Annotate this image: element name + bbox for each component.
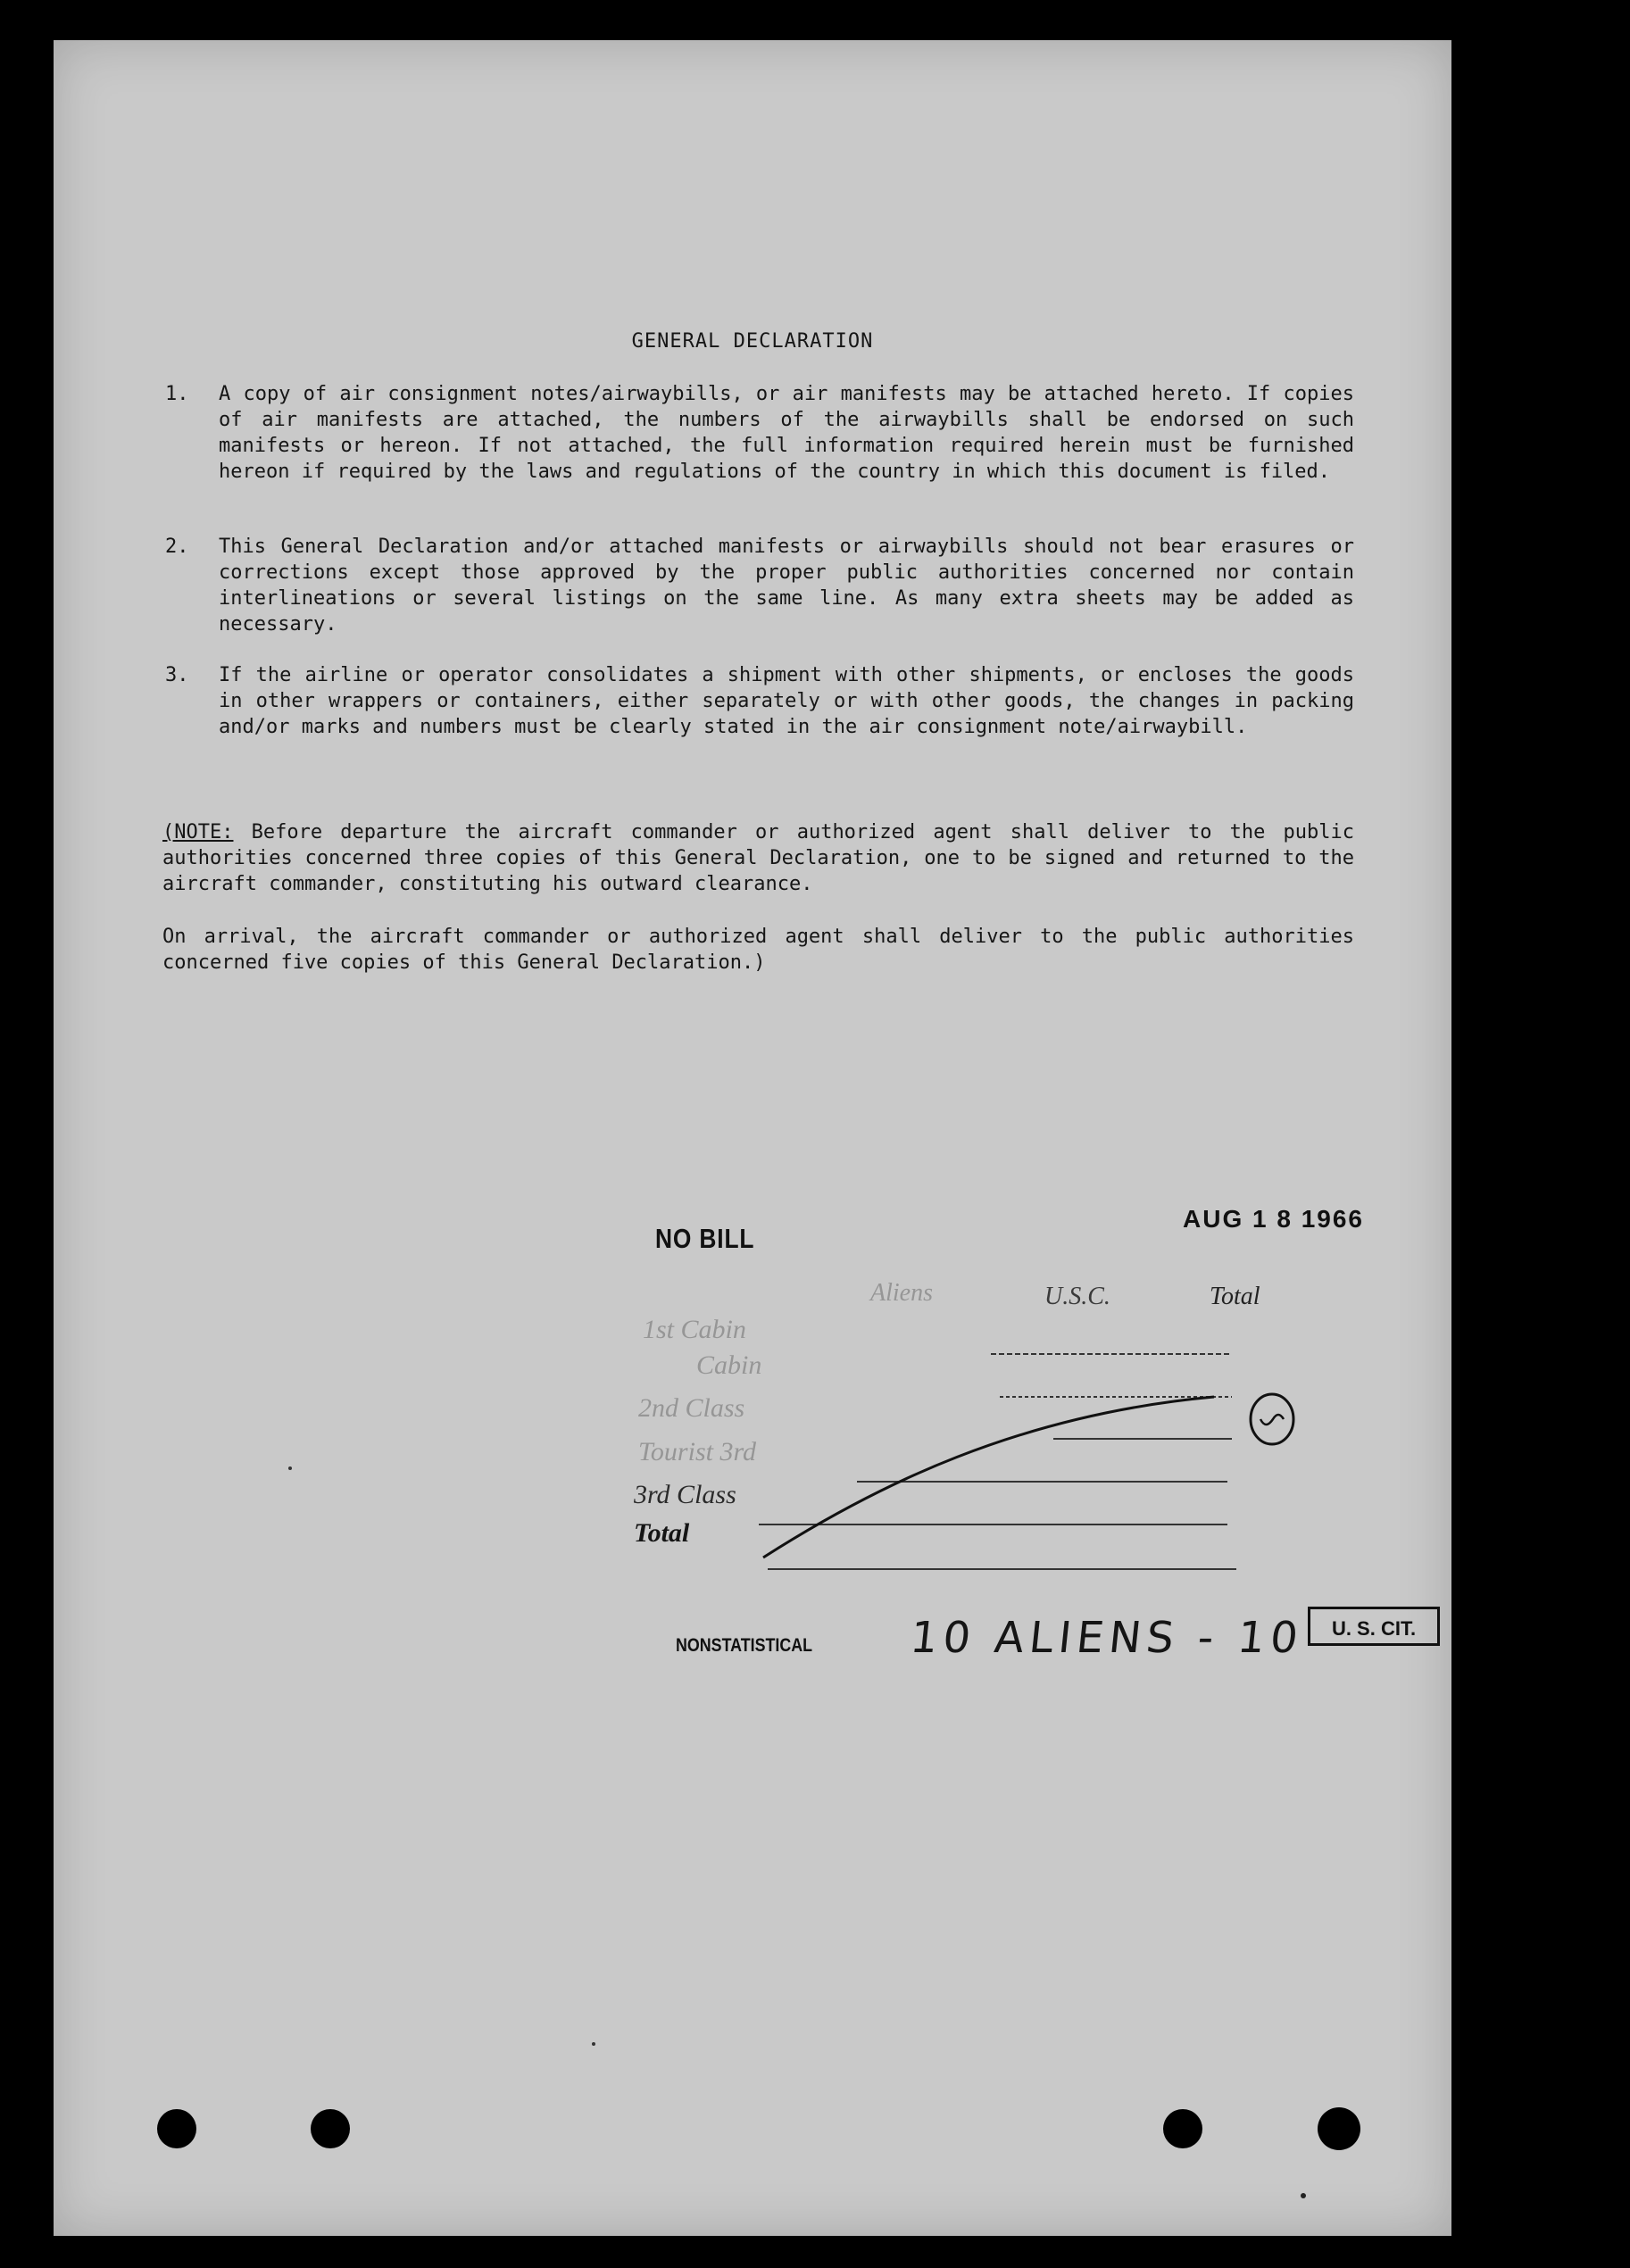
note-lead: (NOTE: bbox=[162, 821, 234, 843]
document-page bbox=[54, 40, 1451, 2236]
column-header-aliens: Aliens bbox=[870, 1279, 933, 1307]
document-title: GENERAL DECLARATION bbox=[631, 330, 874, 353]
column-header-total: Total bbox=[1210, 1283, 1260, 1310]
us-citizen-stamp-box: U. S. CIT. bbox=[1308, 1607, 1440, 1646]
date-stamp: AUG 1 8 1966 bbox=[1183, 1205, 1364, 1233]
row-label-2nd-class: 2nd Class bbox=[638, 1393, 745, 1423]
row-label-tourist-3rd: Tourist 3rd bbox=[638, 1437, 757, 1466]
column-header-usc: U.S.C. bbox=[1044, 1283, 1110, 1310]
paragraph-number: 3. bbox=[165, 664, 189, 686]
row-label-cabin: Cabin bbox=[696, 1350, 762, 1380]
row-label-1st-cabin: 1st Cabin bbox=[643, 1315, 746, 1344]
row-label-total: Total bbox=[634, 1518, 690, 1548]
paragraph-number: 2. bbox=[165, 536, 189, 558]
no-bill-stamp: NO BILL bbox=[655, 1223, 755, 1254]
paragraph-text: If the airline or operator consolidates a shipment with other shipments, or encloses the goods in other wrappers or containers, either separately or with other goods, the changes in packing and/or marks and numbers must be clearly stated in the air consignment note/airwaybill. bbox=[219, 664, 1354, 738]
arrival-paragraph: On arrival, the aircraft commander or authorized agent shall deliver to the public authorities concerned five copies of this General Declaration.) bbox=[162, 926, 1354, 974]
stamp-lines-and-marks bbox=[54, 40, 1451, 2236]
paragraph-text: A copy of air consignment notes/airwaybills, or air manifests may be attached hereto. If copies of air manifests are attached, the numbers of the airwaybills shall be endorsed on such manifests or hereon. If not attached, the full information required herein must be furnished hereon if required by the laws and regulations of the country in which this document is filed. bbox=[219, 383, 1354, 483]
paragraph-number: 1. bbox=[165, 383, 189, 405]
paragraph-text: This General Declaration and/or attached manifests or airwaybills should not bear erasures or corrections except those approved by the proper public authorities concerned nor contain interlineations or several listings on the same line. As many extra sheets may be added as necessary. bbox=[219, 536, 1354, 636]
note-text: Before departure the aircraft commander or authorized agent shall deliver to the public authorities concerned three copies of this General Declaration, one to be signed and returned to the aircraft commander, constituting his outward clearance. bbox=[162, 821, 1355, 895]
row-label-3rd-class: 3rd Class bbox=[634, 1480, 736, 1509]
handwritten-alien-count: 10 ALIENS - 10 bbox=[908, 1613, 1306, 1663]
nonstatistical-stamp: NONSTATISTICAL bbox=[676, 1635, 813, 1656]
